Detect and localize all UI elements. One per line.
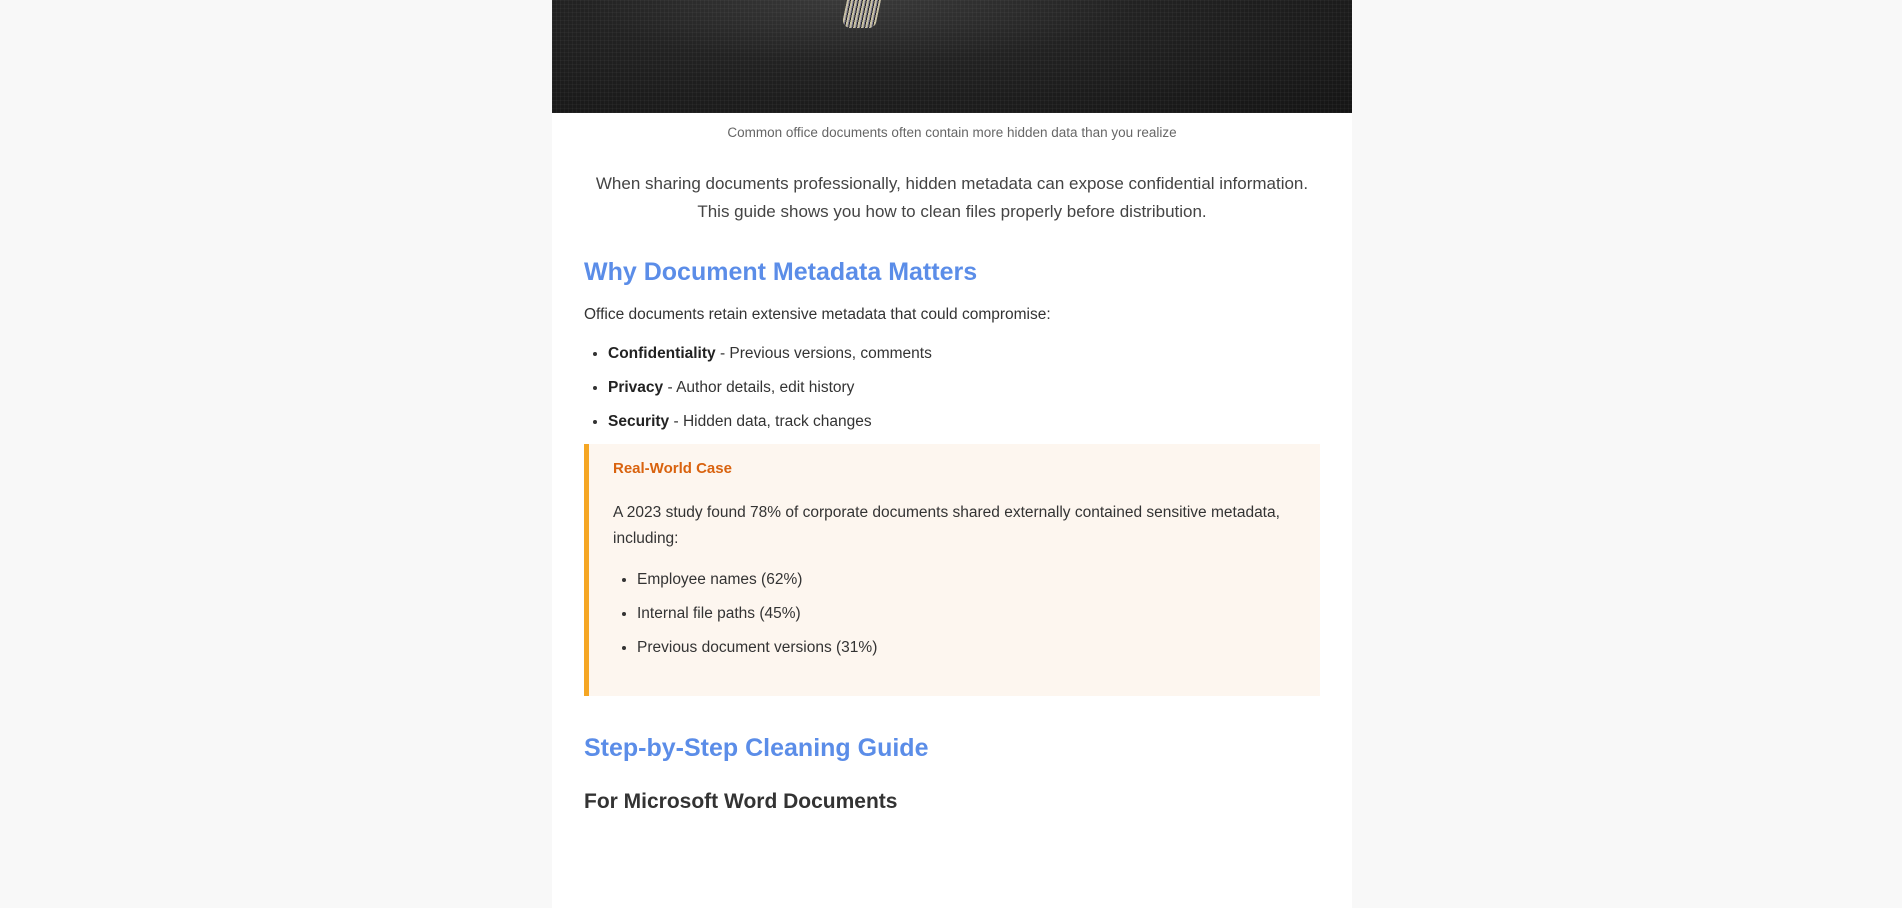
image-caption: Common office documents often contain more hidden data than you realize xyxy=(727,125,1177,140)
heading-step-by-step-guide: Step-by-Step Cleaning Guide xyxy=(584,734,929,762)
subheading-word-documents: For Microsoft Word Documents xyxy=(584,790,898,813)
list-item-desc: - Author details, edit history xyxy=(663,379,855,396)
article-card xyxy=(552,0,1352,908)
list-item: • Employee names (62%) xyxy=(637,568,1292,592)
list-item: • Previous document versions (31%) xyxy=(637,636,1292,660)
callout-title: Real-World Case xyxy=(613,460,732,477)
list-item-desc: - Hidden data, track changes xyxy=(669,413,872,430)
article-content xyxy=(552,170,1352,816)
real-world-case-callout xyxy=(584,444,1320,696)
risk-list xyxy=(584,342,1320,434)
list-item-term: Security xyxy=(608,413,670,430)
list-item xyxy=(608,410,1320,434)
screen-pixel-detail xyxy=(841,0,881,28)
list-item-desc: - Previous versions, comments xyxy=(715,345,932,362)
intro-paragraph: When sharing documents professionally, hidden metadata can expose confidential information. This guide shows you how to clean files properly before distribution. xyxy=(595,174,1309,221)
list-item xyxy=(608,342,1320,366)
hero-image xyxy=(552,0,1352,113)
heading-why-metadata-matters: Why Document Metadata Matters xyxy=(584,258,978,286)
callout-text: A 2023 study found 78% of corporate documents shared externally contained sensitive metadata, including: xyxy=(613,504,1280,547)
list-item: • Internal file paths (45%) xyxy=(637,602,1292,626)
why-lead-paragraph: Office documents retain extensive metadata that could compromise: xyxy=(584,306,1051,323)
list-item-term: Confidentiality xyxy=(608,345,716,362)
list-item-term: Privacy xyxy=(608,379,664,396)
callout-list xyxy=(613,568,1292,660)
list-item xyxy=(608,376,1320,400)
